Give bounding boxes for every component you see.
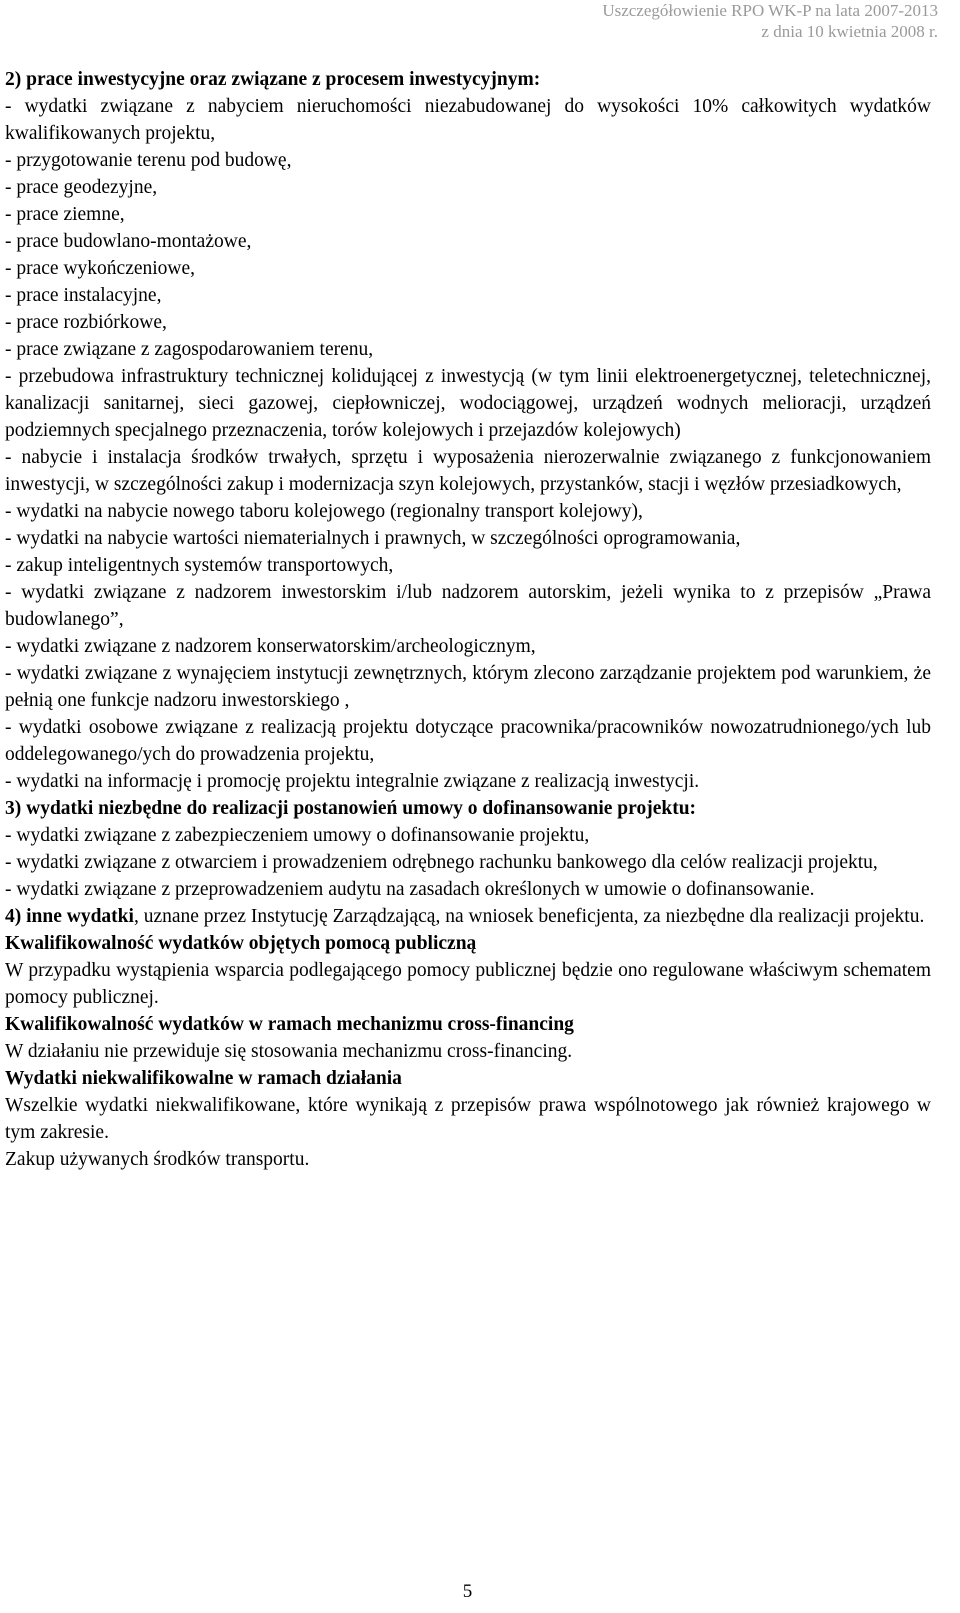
list-item: - prace ziemne, [5,204,125,225]
header-title: Uszczegółowienie RPO WK-P na lata 2007-2013 [602,1,938,20]
list-item: - wydatki na informację i promocję projektu integralnie związane z realizacją inwestycji. [5,771,700,792]
list-item: - wydatki osobowe związane z realizacją projektu dotyczące pracownika/pracowników nowozatrudnionego/ych lub oddelegowanego/ych do prowadzenia projektu, [5,717,931,765]
list-item: - wydatki na nabycie wartości niematerialnych i prawnych, w szczególności oprogramowania, [5,528,741,549]
list-item: - wydatki związane z nadzorem inwestorskim i/lub nadzorem autorskim, jeżeli wynika to z przepisów „Prawa budowlanego”, [5,582,931,630]
list-item: - prace budowlano-montażowe, [5,231,252,252]
ineligible-text: Wszelkie wydatki niekwalifikowane, które wynikają z przepisów prawa wspólnotowego jak również krajowego w tym zakresie. [5,1095,931,1143]
list-item: - wydatki na nabycie nowego taboru kolejowego (regionalny transport kolejowy), [5,501,643,522]
list-item: - prace związane z zagospodarowaniem terenu, [5,339,374,360]
document-header [602,0,938,42]
cross-financing-heading: Kwalifikowalność wydatków w ramach mechanizmu cross-financing [5,1014,574,1035]
section-4-paragraph [5,903,931,930]
section-4-text: , uznane przez Instytucję Zarządzającą, na wniosek beneficjenta, za niezbędne dla realizacji projektu. [133,906,925,927]
list-item: - prace instalacyjne, [5,285,162,306]
list-item: - wydatki związane z otwarciem i prowadzeniem odrębnego rachunku bankowego dla celów realizacji projektu, [5,852,878,873]
list-item: - prace rozbiórkowe, [5,312,167,333]
public-aid-heading: Kwalifikowalność wydatków objętych pomocą publiczną [5,933,477,954]
list-item: - wydatki związane z zabezpieczeniem umowy o dofinansowanie projektu, [5,825,590,846]
cross-financing-text: W działaniu nie przewiduje się stosowania mechanizmu cross-financing. [5,1041,573,1062]
section-3-list [5,822,931,903]
section-2-heading: 2) prace inwestycyjne oraz związane z procesem inwestycyjnym: [5,69,541,90]
list-item: - nabycie i instalacja środków trwałych, sprzętu i wyposażenia nierozerwalnie związanego z funkcjonowaniem inwestycji, w szczególności zakup i modernizacja szyn kolejowych, przystanków, stacji i węzłów przesiadkowych, [5,447,931,495]
list-item: - wydatki związane z przeprowadzeniem audytu na zasadach określonych w umowie o dofinansowanie. [5,879,815,900]
page-number: 5 [462,1581,473,1602]
list-item: - wydatki związane z wynajęciem instytucji zewnętrznych, którym zlecono zarządzanie projektem pod warunkiem, że pełnią one funkcje nadzoru inwestorskiego , [5,663,931,711]
list-item: - przygotowanie terenu pod budowę, [5,150,292,171]
section-4-label: 4) inne wydatki [5,906,134,927]
list-item: - zakup inteligentnych systemów transportowych, [5,555,394,576]
section-3-heading: 3) wydatki niezbędne do realizacji postanowień umowy o dofinansowanie projektu: [5,798,697,819]
ineligible-heading: Wydatki niekwalifikowalne w ramach działania [5,1068,402,1089]
list-item: - prace wykończeniowe, [5,258,196,279]
public-aid-text: W przypadku wystąpienia wsparcia podlegającego pomocy publicznej będzie ono regulowane właściwym schematem pomocy publicznej. [5,960,931,1008]
list-item: - prace geodezyjne, [5,177,158,198]
list-item: - wydatki związane z nadzorem konserwatorskim/archeologicznym, [5,636,536,657]
list-item: - przebudowa infrastruktury technicznej kolidującej z inwestycją (w tym linii elektroenergetycznej, teletechnicznej, kanalizacji sanitarnej, sieci gazowej, ciepłowniczej, wodociągowej, urządzeń wodnych melioracji, urządzeń podziemnych specjalnego przeznaczenia, torów kolejowych i przejazdów kolejowych) [5,366,931,441]
section-2-list [5,93,931,795]
document-body [5,66,931,1173]
header-date: z dnia 10 kwietnia 2008 r. [761,22,938,41]
ineligible-text-transport: Zakup używanych środków transportu. [5,1149,310,1170]
list-item: - wydatki związane z nabyciem nieruchomości niezabudowanej do wysokości 10% całkowitych wydatków kwalifikowanych projektu, [5,96,931,144]
